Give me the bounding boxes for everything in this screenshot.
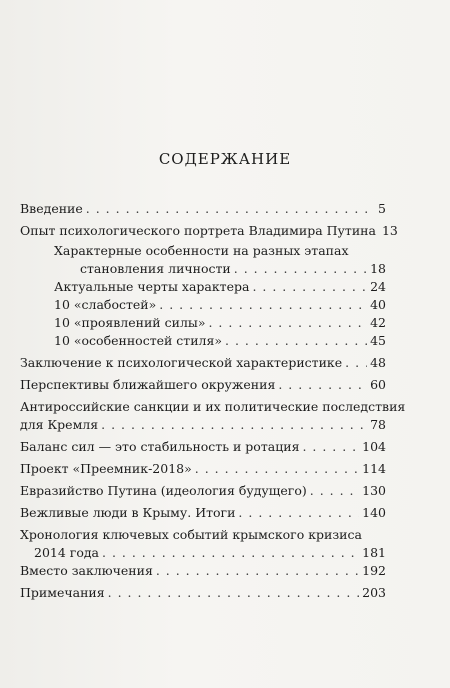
toc-entry [20, 482, 386, 500]
dot-leader [238, 504, 359, 522]
toc-entry-page: 48 [370, 355, 386, 370]
dot-leader [86, 200, 375, 218]
toc-entry [20, 526, 386, 544]
toc-entry-title: становления личности [80, 261, 231, 276]
toc-entry-title: Заключение к психологической характеристике [20, 355, 343, 370]
toc-entry-title: Проект «Преемник-2018» [20, 461, 192, 476]
toc-entry-title: Хронология ключевых событий крымского кризиса [20, 527, 362, 542]
toc-entry-page: 18 [370, 261, 386, 276]
toc-entry [20, 562, 386, 580]
toc-subentry-continued [80, 260, 386, 278]
toc-entry-page: 192 [362, 563, 386, 578]
toc-subentry [54, 314, 386, 332]
toc-entry-title: 10 «слабостей» [54, 297, 157, 312]
toc-entry [20, 354, 386, 372]
dot-leader [252, 278, 367, 296]
toc-entry-title: Введение [20, 201, 83, 216]
toc-entry-page: 114 [362, 461, 386, 476]
toc-entry-title: Опыт психологического портрета Владимира Путина [20, 223, 376, 238]
toc-entry-title: Актуальные черты характера [54, 279, 250, 294]
toc-entry-page: 78 [370, 417, 386, 432]
toc-entry-page: 24 [370, 279, 386, 294]
toc-entry-continued [20, 416, 386, 434]
toc-entry-page: 181 [362, 545, 386, 560]
dot-leader [101, 416, 367, 434]
toc-entry-title: Вместо заключения [20, 563, 153, 578]
toc-subentry [54, 242, 386, 260]
toc-entry-page: 140 [362, 505, 386, 520]
toc-entry [20, 438, 386, 456]
toc-entry [20, 584, 386, 602]
dot-leader [234, 260, 367, 278]
toc-entry-title: 10 «проявлений силы» [54, 315, 206, 330]
dot-leader [195, 460, 359, 478]
toc-entry-page: 40 [370, 297, 386, 312]
toc-entry-title: Антироссийские санкции и их политические последствия [20, 399, 406, 414]
dot-leader [159, 296, 367, 314]
toc-entry-title: Вежливые люди в Крыму. Итоги [20, 505, 236, 520]
toc-entry [20, 376, 386, 394]
dot-leader [345, 354, 367, 372]
toc-entry-page: 203 [362, 585, 386, 600]
toc-entry-title: Евразийство Путина (идеология будущего) [20, 483, 307, 498]
toc-entry [20, 200, 386, 218]
toc-entry-page: 5 [378, 201, 386, 216]
toc-entry [20, 504, 386, 522]
toc-subentry [54, 296, 386, 314]
toc-entry-title: для Кремля [20, 417, 99, 432]
toc-entry-page: 130 [362, 483, 386, 498]
toc-entry-page: 104 [362, 439, 386, 454]
toc-entry-title: Баланс сил — это стабильность и ротация [20, 439, 300, 454]
dot-leader [310, 482, 359, 500]
toc-entry-title: 10 «особенностей стиля» [54, 333, 223, 348]
toc-entry-title: Перспективы ближайшего окружения [20, 377, 276, 392]
toc-entry-page: 45 [370, 333, 386, 348]
toc-heading: СОДЕРЖАНИЕ [158, 150, 292, 168]
toc-subentry [54, 278, 386, 296]
toc-entry-page: 13 [381, 223, 398, 238]
toc-entry-title: 2014 года [34, 545, 100, 560]
toc-entry-page: 60 [370, 377, 386, 392]
toc-subentry [54, 332, 386, 350]
dot-leader [278, 376, 367, 394]
toc-entry-page: 42 [370, 315, 386, 330]
toc-entry-title: Характерные особенности на разных этапах [54, 243, 349, 258]
dot-leader [102, 544, 359, 562]
dot-leader [302, 438, 359, 456]
dot-leader [225, 332, 367, 350]
toc-entry-continued [34, 544, 386, 562]
toc-entry [20, 460, 386, 478]
toc-entry [20, 398, 406, 416]
dot-leader [156, 562, 359, 580]
dot-leader [108, 584, 360, 602]
toc-entry-title: Примечания [20, 585, 105, 600]
toc-entry [20, 222, 398, 240]
dot-leader [208, 314, 367, 332]
